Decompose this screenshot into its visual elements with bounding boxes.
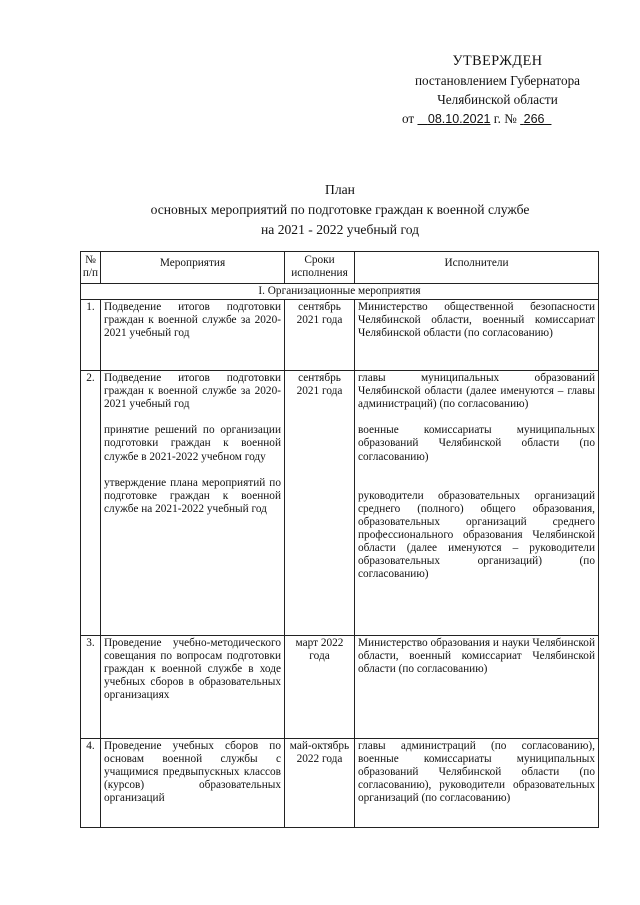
title-line-1: План [325, 182, 355, 197]
approval-date-line [390, 109, 605, 129]
date-prefix: от [402, 111, 415, 126]
approval-stamp [390, 52, 605, 129]
title-line-2: основных мероприятий по подготовке граждан к военной службе [150, 202, 530, 217]
row-executors: Министерство образования и науки Челябинской области, военный комиссариат Челябинской области (по согласованию) [355, 636, 599, 739]
document-title [60, 180, 620, 240]
table-row [81, 371, 599, 636]
row-number: 4. [81, 739, 101, 828]
row-events: Подведение итогов подготовки граждан к военной службе за 2020-2021 учебный год принятие решений по организации подготовки граждан к военной службе в 2021-2022 учебном году утверждение плана мероприятий по подготовке граждан к военной службе на 2021-2022 учебный год [101, 371, 285, 636]
row-events: Подведение итогов подготовки граждан к военной службе за 2020-2021 учебный год [101, 300, 285, 371]
header-num: № п/п [81, 252, 101, 284]
row-deadline: сентябрь 2021 года [285, 300, 355, 371]
table-header-row [81, 252, 599, 284]
date-suffix: г. № [493, 111, 517, 126]
row-executors: Министерство общественной безопасности Челябинской области, военный комиссариат Челябинской области (по согласованию) [355, 300, 599, 371]
table-row [81, 300, 599, 371]
header-events: Мероприятия [101, 252, 285, 284]
row-deadline: март 2022 года [285, 636, 355, 739]
section-row [81, 284, 599, 300]
approval-heading: УТВЕРЖДЕН [452, 53, 543, 69]
plan-table [80, 251, 599, 828]
table-row [81, 636, 599, 739]
row-number: 1. [81, 300, 101, 371]
approval-line-2: Челябинской области [437, 92, 558, 107]
approval-number: 266 [523, 112, 545, 126]
row-deadline: сентябрь 2021 года [285, 371, 355, 636]
approval-date: 08.10.2021 [427, 112, 491, 126]
table-row [81, 739, 599, 828]
row-executors: главы администраций (по согласованию), военные комиссариаты муниципальных образований Челябинской области (по согласованию), руководители образовательных организаций (по согласованию) [355, 739, 599, 828]
row-executors: главы муниципальных образований Челябинской области (далее именуются – главы администраций) (по согласованию) военные комиссариаты муниципальных образований Челябинской области (по согласованию) руководители образовательных организаций среднего (полного) общего образования, образовательных организаций среднего профессионального образования Челябинской области (далее именуются – руководители образовательных организаций) (по согласованию) [355, 371, 599, 636]
title-line-3: на 2021 - 2022 учебный год [260, 222, 420, 237]
header-deadlines: Сроки исполнения [285, 252, 355, 284]
row-events: Проведение учебно-методического совещания по вопросам подготовки граждан к военной службе в ходе учебных сборов в образовательных организациях [101, 636, 285, 739]
header-executors: Исполнители [355, 252, 599, 284]
approval-line-1: постановлением Губернатора [414, 73, 581, 88]
row-events: Проведение учебных сборов по основам военной службы с учащимися предвыпускных классов (курсов) образовательных организаций [101, 739, 285, 828]
section-title: I. Организационные мероприятия [81, 284, 599, 300]
row-number: 2. [81, 371, 101, 636]
row-number: 3. [81, 636, 101, 739]
row-deadline: май-октябрь 2022 года [285, 739, 355, 828]
